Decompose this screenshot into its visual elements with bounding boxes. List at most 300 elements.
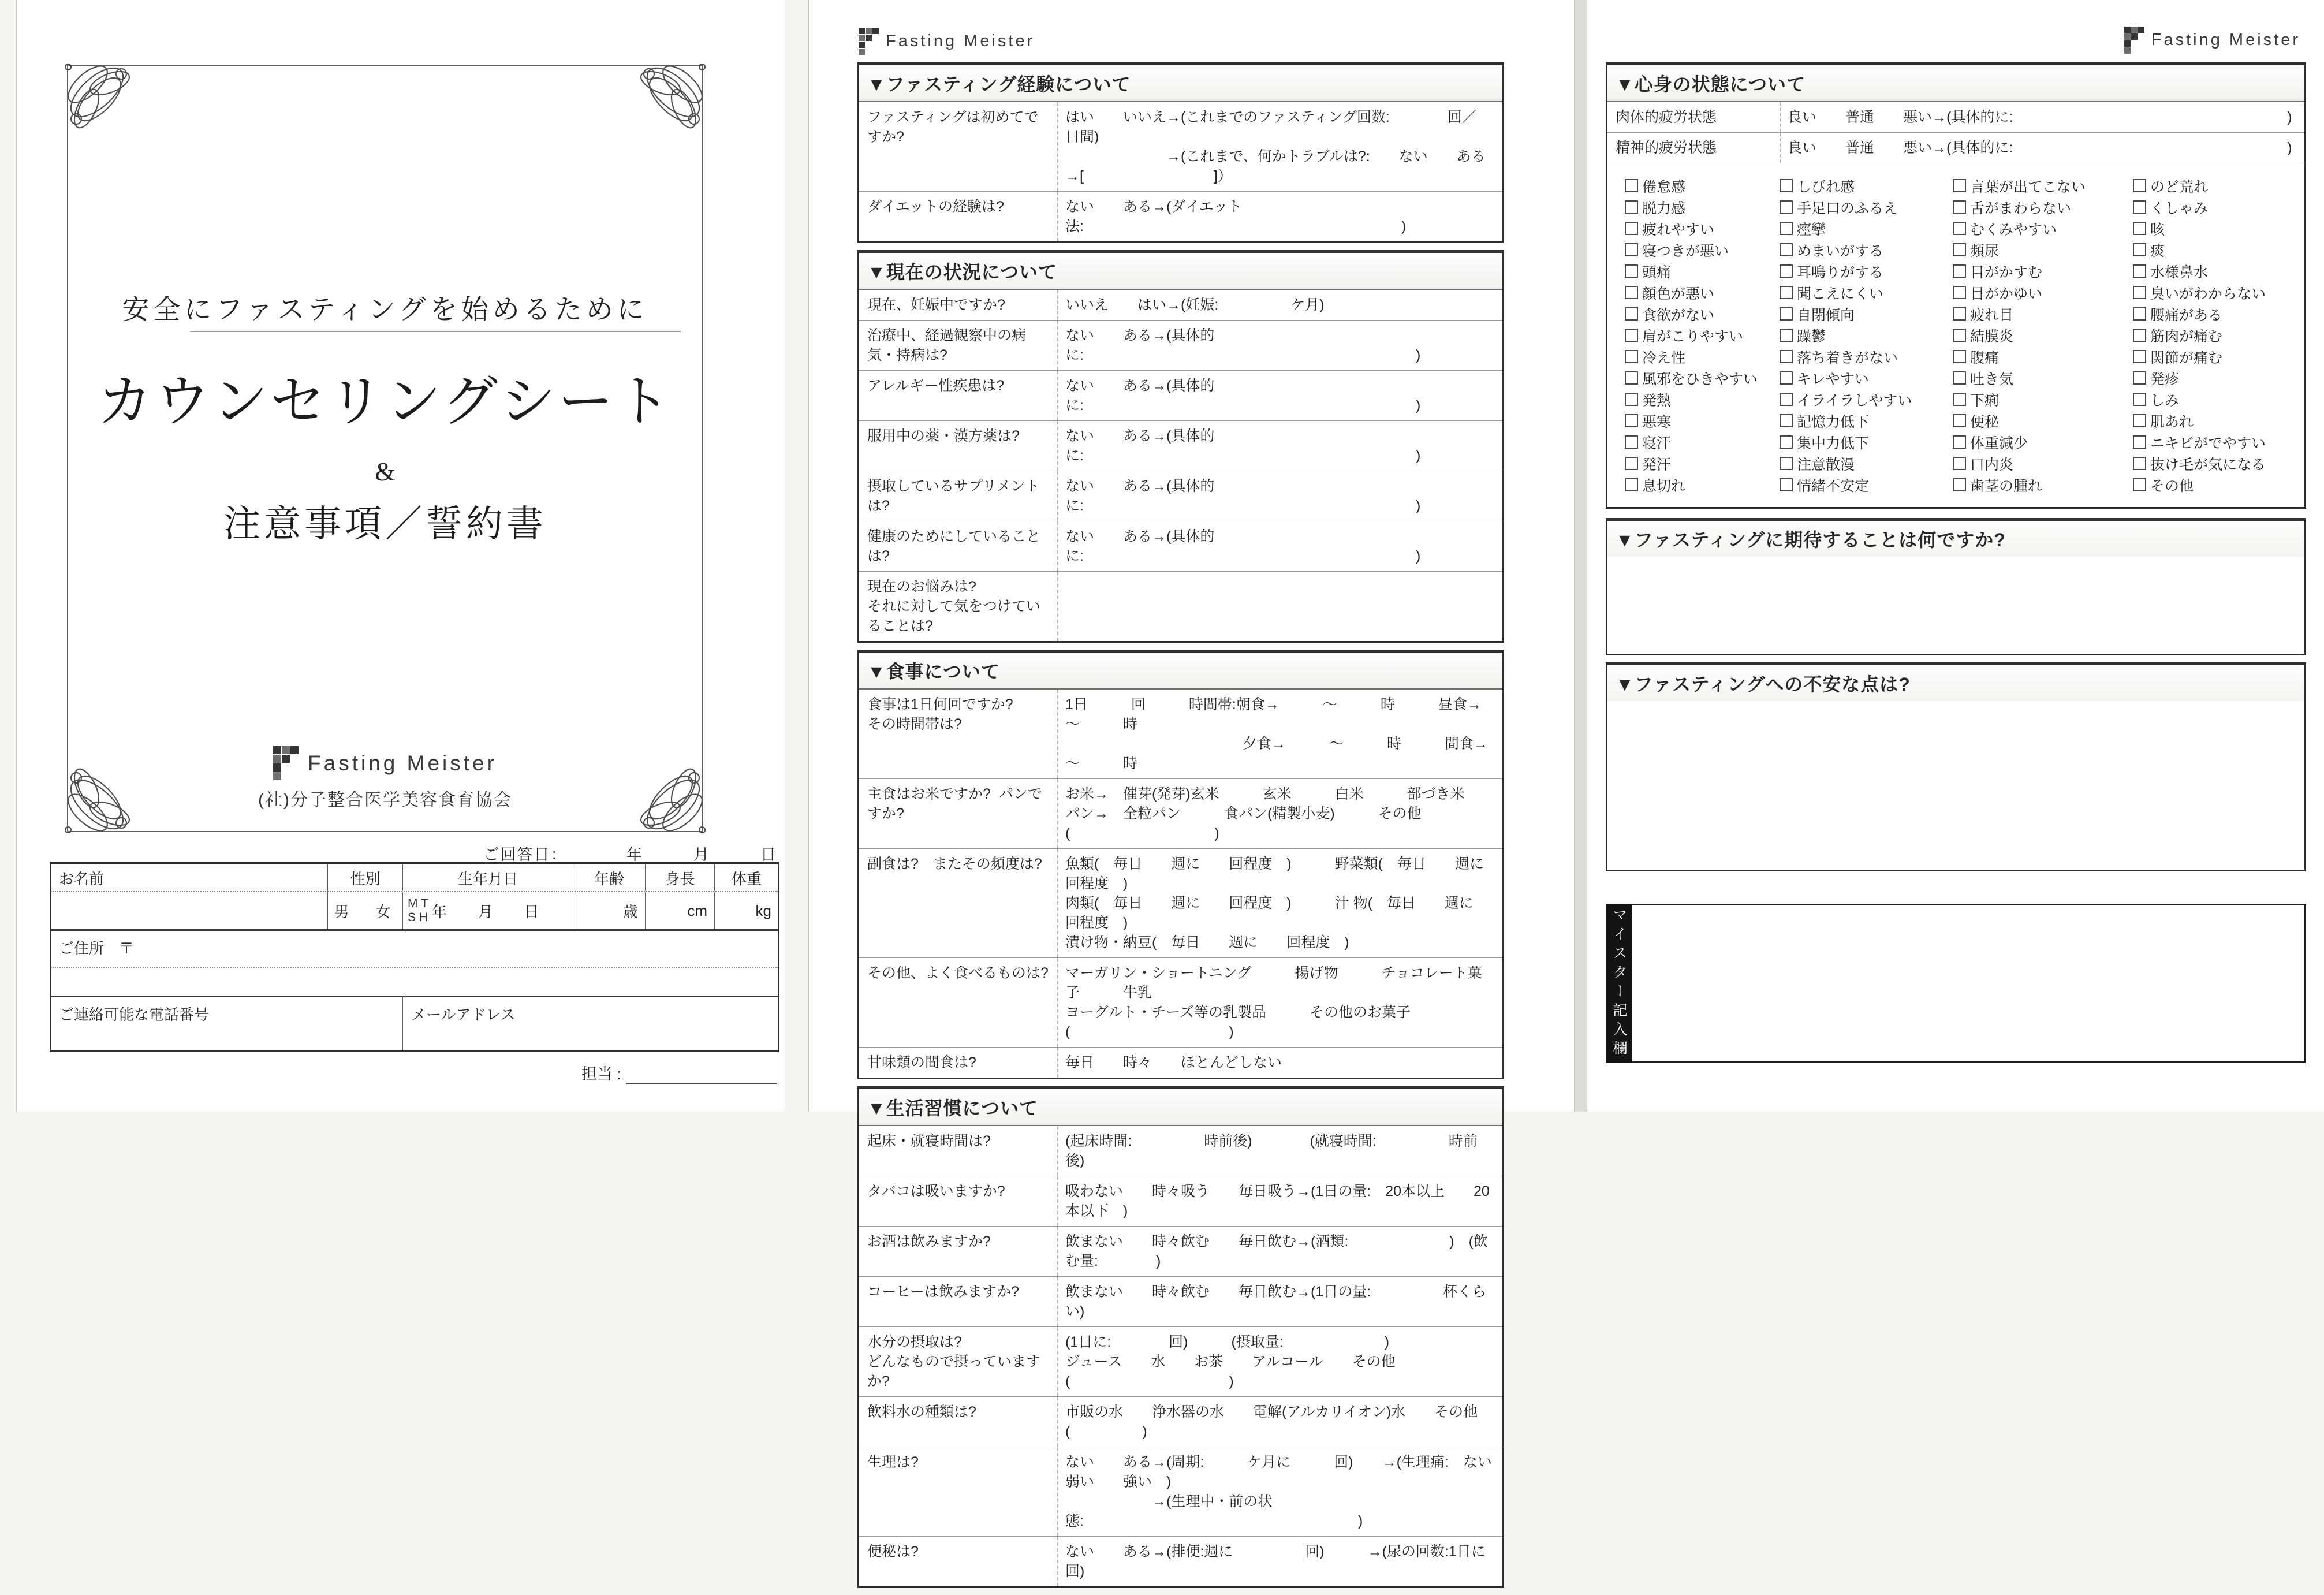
checkbox-icon	[1625, 393, 1638, 406]
symptom-label: 集中力低下	[1797, 432, 1869, 453]
age-field	[573, 892, 646, 929]
weight-unit: kg	[715, 902, 778, 920]
checkbox-icon	[2133, 264, 2146, 278]
question-label: 便秘は?	[859, 1537, 1058, 1586]
symptom-item	[1953, 303, 2133, 325]
symptom-item	[1625, 431, 1780, 453]
symptom-label: 抜け毛が気になる	[2150, 453, 2266, 474]
sex-field	[328, 892, 403, 929]
symptom-label: その他	[2150, 475, 2194, 495]
symptom-item	[1625, 346, 1780, 367]
symptom-label: 肌あれ	[2150, 411, 2194, 431]
height-header: 身長	[646, 864, 715, 891]
symptom-item	[1625, 474, 1780, 495]
era-line-1: M T	[408, 897, 428, 911]
expectations-answer-area	[1607, 557, 2304, 654]
symptom-label: 体重減少	[1970, 432, 2028, 453]
weight-header: 体重	[715, 864, 778, 891]
question-row	[859, 778, 1502, 848]
symptom-item	[1953, 453, 2133, 474]
section-title: ▼ファスティング経験について	[859, 65, 1502, 102]
answer-options: 1日 回 時間帯:朝食→ ～ 時 昼食→ ～ 時 夕食→ ～ 時 間食→ ～ 時	[1058, 690, 1502, 778]
answer-options: ない ある→(具体的に: )	[1058, 321, 1502, 370]
symptom-label: 口内炎	[1970, 453, 2013, 474]
checkbox-icon	[1953, 350, 1966, 363]
question-label: 肉体的疲労状態	[1607, 102, 1781, 132]
email-field: メールアドレス	[403, 997, 778, 1050]
symptom-item	[1780, 346, 1953, 367]
checkbox-icon	[1625, 264, 1638, 278]
symptom-item	[1780, 175, 1953, 196]
question-row	[859, 1126, 1502, 1176]
section-rows	[1607, 102, 2304, 163]
symptom-label: しみ	[2150, 389, 2179, 410]
question-label: 服用中の薬・漢方薬は?	[859, 421, 1058, 471]
personal-info-table	[50, 862, 779, 1052]
symptom-item	[2133, 325, 2300, 346]
symptom-item	[1780, 282, 1953, 303]
section-title: ▼生活習慣について	[859, 1089, 1502, 1126]
answer-options: ない ある→(排便:週に 回) →(尿の回数:1日に 回)	[1058, 1537, 1502, 1586]
checkbox-icon	[1625, 371, 1638, 385]
subtitle-underline	[190, 331, 681, 332]
symptom-item	[2133, 239, 2300, 260]
section-fasting-experience	[857, 62, 1504, 243]
checkbox-icon	[2133, 350, 2146, 363]
symptom-label: むくみやすい	[1970, 218, 2057, 239]
section-title: ▼心身の状態について	[1607, 65, 2304, 102]
question-label: ダイエットの経験は?	[859, 192, 1058, 241]
phone-field: ご連絡可能な電話番号	[51, 997, 403, 1050]
symptom-label: 関節が痛む	[2150, 346, 2222, 367]
fasting-meister-wordmark: Fasting Meister	[308, 751, 497, 776]
fasting-meister-logo-icon	[273, 746, 299, 780]
checkbox-icon	[1780, 264, 1793, 278]
cover-ornate-frame	[67, 65, 703, 832]
checkbox-icon	[2133, 243, 2146, 256]
checkbox-icon	[1780, 478, 1793, 491]
checkbox-icon	[1780, 329, 1793, 342]
checkbox-icon	[1780, 350, 1793, 363]
symptom-label: 歯茎の腫れ	[1970, 475, 2042, 495]
cover-subtitle: 安全にファスティングを始めるために	[68, 288, 702, 327]
questionnaire-page-1	[808, 0, 1575, 1112]
symptom-label: 情緒不安定	[1797, 475, 1869, 495]
question-label: 甘味類の間食は?	[859, 1048, 1058, 1078]
symptom-item	[1625, 367, 1780, 389]
checkbox-icon	[2133, 457, 2146, 470]
section-meals	[857, 650, 1504, 1079]
answer-options	[1058, 572, 1502, 641]
question-label: 摂取しているサプリメントは?	[859, 471, 1058, 521]
symptom-label: 咳	[2150, 218, 2165, 239]
symptom-item	[2133, 474, 2300, 495]
symptom-item	[2133, 367, 2300, 389]
symptom-label: 便秘	[1970, 411, 1999, 431]
answer-options: いいえ はい→(妊娠: ケ月)	[1058, 290, 1502, 320]
checkbox-icon	[2133, 200, 2146, 214]
age-unit: 歳	[573, 900, 645, 922]
question-label: お酒は飲みますか?	[859, 1227, 1058, 1276]
symptom-item	[1953, 474, 2133, 495]
checkbox-icon	[1953, 264, 1966, 278]
age-header: 年齢	[573, 864, 646, 891]
checkbox-icon	[1625, 457, 1638, 470]
question-row	[859, 1536, 1502, 1586]
symptom-item	[1953, 196, 2133, 218]
question-row	[859, 1396, 1502, 1447]
checkbox-icon	[1953, 393, 1966, 406]
table-entry-row	[51, 892, 778, 931]
question-label: 精神的疲労状態	[1607, 133, 1781, 163]
symptom-label: 息切れ	[1642, 475, 1685, 495]
question-row	[859, 1326, 1502, 1396]
question-label: 飲料水の種類は?	[859, 1397, 1058, 1447]
answer-options: 飲まない 時々飲む 毎日飲む→(酒類: ) (飲む量: )	[1058, 1227, 1502, 1276]
birthdate-field	[403, 892, 573, 929]
checkbox-icon	[1625, 350, 1638, 363]
symptom-item	[1780, 260, 1953, 282]
symptom-label: 食欲がない	[1642, 304, 1714, 325]
checkbox-icon	[1953, 222, 1966, 235]
checkbox-icon	[2133, 329, 2146, 342]
symptom-label: しびれ感	[1797, 176, 1855, 196]
symptom-label: イライラしやすい	[1797, 389, 1912, 410]
question-row	[859, 521, 1502, 571]
weight-field	[715, 892, 778, 929]
answer-options: 魚類( 毎日 週に 回程度 ) 野菜類( 毎日 週に 回程度 ) 肉類( 毎日 週に 回程度 ) 汁 物( 毎日 週に 回程度 ) 漬け物・納豆( 毎日 週に 回程度 )	[1058, 849, 1502, 957]
checkbox-icon	[1625, 243, 1638, 256]
symptom-label: 臭いがわからない	[2150, 282, 2266, 303]
anxieties-answer-area	[1607, 701, 2304, 870]
answer-options: 毎日 時々 ほとんどしない	[1058, 1048, 1502, 1078]
meister-entry-section	[1606, 904, 2306, 1063]
symptom-item	[1780, 218, 1953, 239]
symptom-label: 聞こえにくい	[1797, 282, 1883, 303]
answer-options: (1日に: 回) (摂取量: ) ジュース 水 お茶 アルコール その他( )	[1058, 1327, 1502, 1396]
symptom-label: 水様鼻水	[2150, 261, 2208, 282]
answer-options: ない ある→(具体的に: )	[1058, 471, 1502, 521]
answer-options: ない ある→(具体的に: )	[1058, 371, 1502, 420]
symptom-item	[1780, 303, 1953, 325]
section-title: ▼ファスティングに期待することは何ですか?	[1607, 521, 2304, 557]
symptom-item	[1780, 431, 1953, 453]
birthdate-header: 生年月日	[403, 864, 573, 891]
association-name: (社)分子整合医学美容食育協会	[68, 785, 702, 811]
question-label: 生理は?	[859, 1447, 1058, 1536]
checkbox-icon	[1780, 243, 1793, 256]
symptom-item	[1780, 239, 1953, 260]
question-row	[859, 957, 1502, 1047]
checkbox-icon	[1780, 222, 1793, 235]
fasting-meister-logo-icon	[859, 28, 879, 55]
checkbox-icon	[2133, 435, 2146, 449]
checkbox-icon	[1953, 286, 1966, 299]
symptom-label: 下痢	[1970, 389, 1999, 410]
symptom-label: くしゃみ	[2150, 197, 2208, 218]
question-row	[859, 690, 1502, 778]
name-header: お名前	[51, 864, 328, 891]
symptom-label: 落ち着きがない	[1797, 346, 1898, 367]
table-header-row	[51, 864, 778, 892]
symptom-item	[2133, 453, 2300, 474]
symptom-label: 脱力感	[1642, 197, 1685, 218]
symptom-label: のど荒れ	[2150, 176, 2208, 196]
checkbox-icon	[1953, 414, 1966, 427]
symptom-item	[1780, 474, 1953, 495]
symptom-item	[1625, 175, 1780, 196]
symptom-label: 腰痛がある	[2150, 304, 2222, 325]
section-title: ▼食事について	[859, 653, 1502, 690]
symptom-item	[1625, 303, 1780, 325]
symptom-checkbox-grid	[1607, 163, 2304, 507]
symptom-item	[2133, 218, 2300, 239]
section-rows	[859, 690, 1502, 1078]
era-initials	[403, 897, 432, 925]
symptom-label: 風邪をひきやすい	[1642, 368, 1758, 389]
symptom-label: 寝つきが悪い	[1642, 240, 1729, 260]
symptom-label: 冷え性	[1642, 346, 1685, 367]
checkbox-icon	[1780, 286, 1793, 299]
checkbox-icon	[1780, 393, 1793, 406]
sex-options: 男 女	[328, 900, 402, 922]
symptom-item	[1625, 196, 1780, 218]
birth-units: 年 月 日	[432, 900, 547, 922]
staff-label: 担当 :	[581, 1061, 621, 1084]
checkbox-icon	[1953, 307, 1966, 321]
answer-options: 飲まない 時々飲む 毎日飲む→(1日の量: 杯くらい)	[1058, 1277, 1502, 1326]
symptom-column-4	[2133, 175, 2300, 495]
question-row	[859, 1047, 1502, 1078]
symptom-item	[1625, 389, 1780, 410]
answer-options: マーガリン・ショートニング 揚げ物 チョコレート菓子 牛乳 ヨーグルト・チーズ等の乳製品 その他のお菓子( )	[1058, 958, 1502, 1047]
corner-flourish-icon	[622, 59, 709, 146]
question-label: 食事は1日何回ですか? その時間帯は?	[859, 690, 1058, 778]
checkbox-icon	[2133, 478, 2146, 491]
symptom-item	[1780, 453, 1953, 474]
symptom-item	[2133, 303, 2300, 325]
symptom-item	[1953, 175, 2133, 196]
checkbox-icon	[1780, 371, 1793, 385]
address-field	[51, 931, 778, 996]
question-row	[859, 420, 1502, 471]
symptom-label: 疲れやすい	[1642, 218, 1714, 239]
question-label: 副食は? またその頻度は?	[859, 849, 1058, 957]
symptom-label: 目がかすむ	[1970, 261, 2042, 282]
symptom-item	[1625, 282, 1780, 303]
checkbox-icon	[2133, 179, 2146, 192]
answer-options: ない ある→(具体的に: )	[1058, 421, 1502, 471]
checkbox-icon	[1780, 307, 1793, 321]
symptom-label: 発疹	[2150, 368, 2179, 389]
checkbox-icon	[1780, 457, 1793, 470]
section-mind-body-state	[1606, 62, 2306, 509]
symptom-label: 吐き気	[1970, 368, 2013, 389]
question-label: 起床・就寝時間は?	[859, 1126, 1058, 1176]
section-title: ▼ファスティングへの不安な点は?	[1607, 665, 2304, 701]
section-rows	[859, 290, 1502, 641]
symptom-label: 発汗	[1642, 453, 1671, 474]
symptom-item	[2133, 431, 2300, 453]
symptom-label: 寝汗	[1642, 432, 1671, 453]
answer-options: ない ある→(具体的に: )	[1058, 521, 1502, 571]
section-current-condition	[857, 250, 1504, 643]
checkbox-icon	[2133, 414, 2146, 427]
symptom-item	[2133, 196, 2300, 218]
cover-title-2: 注意事項／誓約書	[68, 494, 702, 547]
symptom-item	[1625, 239, 1780, 260]
checkbox-icon	[2133, 286, 2146, 299]
checkbox-icon	[2133, 307, 2146, 321]
symptom-label: 頻尿	[1970, 240, 1999, 260]
answer-options: 市販の水 浄水器の水 電解(アルカリイオン)水 その他( )	[1058, 1397, 1502, 1447]
answer-options: 吸わない 時々吸う 毎日吸う→(1日の量: 20本以上 20本以下 )	[1058, 1176, 1502, 1226]
section-anxieties	[1606, 662, 2306, 871]
symptom-item	[2133, 346, 2300, 367]
contact-row	[51, 997, 778, 1050]
question-row	[859, 471, 1502, 521]
symptom-column-3	[1953, 175, 2133, 495]
address-label: ご住所 〒	[59, 940, 134, 957]
question-label: その他、よく食べるものは?	[859, 958, 1058, 1047]
symptom-item	[1625, 325, 1780, 346]
symptom-label: 頭痛	[1642, 261, 1671, 282]
question-label: タバコは吸いますか?	[859, 1176, 1058, 1226]
symptom-item	[1625, 218, 1780, 239]
symptom-label: 躁鬱	[1797, 325, 1826, 346]
meister-entry-area	[1632, 904, 2306, 1063]
question-row	[859, 571, 1502, 641]
symptom-label: 注意散漫	[1797, 453, 1855, 474]
symptom-label: 倦怠感	[1642, 176, 1685, 196]
question-label: 健康のためにしていることは?	[859, 521, 1058, 571]
answer-options: 良い 普通 悪い→(具体的に: )	[1781, 133, 2304, 163]
checkbox-icon	[1625, 478, 1638, 491]
checkbox-icon	[1780, 414, 1793, 427]
meister-entry-label: マイスター記入欄	[1606, 904, 1632, 1063]
symptom-label: キレやすい	[1797, 368, 1869, 389]
checkbox-icon	[1953, 457, 1966, 470]
cover-title: カウンセリングシート	[68, 357, 702, 437]
sex-header: 性別	[328, 864, 403, 891]
question-row	[859, 102, 1502, 191]
question-row	[859, 1176, 1502, 1226]
symptom-label: ニキビがでやすい	[2150, 432, 2266, 453]
checkbox-icon	[1625, 286, 1638, 299]
symptom-item	[1953, 218, 2133, 239]
question-row	[859, 1447, 1502, 1536]
question-row	[859, 1276, 1502, 1326]
symptom-item	[1953, 239, 2133, 260]
symptom-item	[1780, 410, 1953, 431]
fasting-meister-logo	[2124, 27, 2300, 54]
question-row	[859, 848, 1502, 957]
symptom-label: 発熱	[1642, 389, 1671, 410]
question-label: コーヒーは飲みますか?	[859, 1277, 1058, 1326]
symptom-item	[1625, 260, 1780, 282]
symptom-item	[1780, 389, 1953, 410]
symptom-item	[1953, 389, 2133, 410]
answer-options: お米→ 催芽(発芽)玄米 玄米 白米 部づき米 パン→ 全粒パン 食パン(精製小麦) その他( )	[1058, 779, 1502, 848]
symptom-item	[1953, 282, 2133, 303]
symptom-item	[2133, 389, 2300, 410]
symptom-label: 腹痛	[1970, 346, 1999, 367]
question-row	[1607, 102, 2304, 132]
section-title: ▼現在の状況について	[859, 253, 1502, 290]
section-rows	[859, 1126, 1502, 1586]
symptom-label: 目がかゆい	[1970, 282, 2042, 303]
checkbox-icon	[1625, 200, 1638, 214]
question-label: 主食はお米ですか? パンですか?	[859, 779, 1058, 848]
symptom-item	[1953, 410, 2133, 431]
question-label: 水分の摂取は? どんなもので摂っていますか?	[859, 1327, 1058, 1396]
corner-flourish-icon	[61, 59, 148, 146]
checkbox-icon	[1625, 435, 1638, 449]
symptom-label: 自閉傾向	[1797, 304, 1855, 325]
symptom-label: 耳鳴りがする	[1797, 261, 1883, 282]
symptom-label: 痰	[2150, 240, 2165, 260]
checkbox-icon	[1625, 414, 1638, 427]
ampersand: &	[68, 456, 702, 487]
symptom-label: 言葉が出てこない	[1970, 176, 2086, 196]
checkbox-icon	[1953, 371, 1966, 385]
symptom-column-1	[1625, 175, 1780, 495]
symptom-item	[1953, 260, 2133, 282]
fasting-meister-logo-icon	[2124, 27, 2144, 54]
symptom-label: 顔色が悪い	[1642, 282, 1714, 303]
fasting-meister-logo	[859, 28, 1035, 55]
address-writing-line	[51, 967, 778, 968]
checkbox-icon	[1625, 179, 1638, 192]
checkbox-icon	[1953, 200, 1966, 214]
symptom-column-2	[1780, 175, 1953, 495]
symptom-item	[2133, 282, 2300, 303]
symptom-label: 悪寒	[1642, 411, 1671, 431]
symptom-item	[2133, 260, 2300, 282]
symptom-label: 筋肉が痛む	[2150, 325, 2222, 346]
checkbox-icon	[1625, 329, 1638, 342]
symptom-label: 記憶力低下	[1797, 411, 1869, 431]
symptom-label: 結膜炎	[1970, 325, 2013, 346]
question-row	[859, 320, 1502, 370]
symptom-item	[1625, 410, 1780, 431]
symptom-label: 肩がこりやすい	[1642, 325, 1743, 346]
question-row	[1607, 132, 2304, 163]
checkbox-icon	[1953, 243, 1966, 256]
checkbox-icon	[1780, 435, 1793, 449]
era-line-2: S H	[408, 911, 428, 925]
section-expectations	[1606, 518, 2306, 655]
name-field	[51, 892, 328, 929]
question-label: アレルギー性疾患は?	[859, 371, 1058, 420]
checkbox-icon	[1780, 200, 1793, 214]
answer-options: ない ある→(ダイエット法: )	[1058, 192, 1502, 241]
symptom-item	[1953, 367, 2133, 389]
height-unit: cm	[646, 902, 714, 920]
checkbox-icon	[1953, 478, 1966, 491]
answer-options: はい いいえ→(これまでのファスティング回数: 回／ 日間) →(これまで、何かトラブルは?: ない ある→[ ]）	[1058, 102, 1502, 191]
checkbox-icon	[2133, 371, 2146, 385]
checkbox-icon	[1953, 329, 1966, 342]
staff-writing-line	[626, 1065, 777, 1084]
checkbox-icon	[2133, 222, 2146, 235]
symptom-item	[1953, 325, 2133, 346]
height-field	[646, 892, 715, 929]
cover-page	[16, 0, 785, 1112]
fasting-meister-wordmark: Fasting Meister	[2151, 31, 2300, 50]
symptom-item	[2133, 410, 2300, 431]
answer-options: ない ある→(周期: ケ月に 回) →(生理痛: ない 弱い 強い ) →(生理中・前の状態: )	[1058, 1447, 1502, 1536]
